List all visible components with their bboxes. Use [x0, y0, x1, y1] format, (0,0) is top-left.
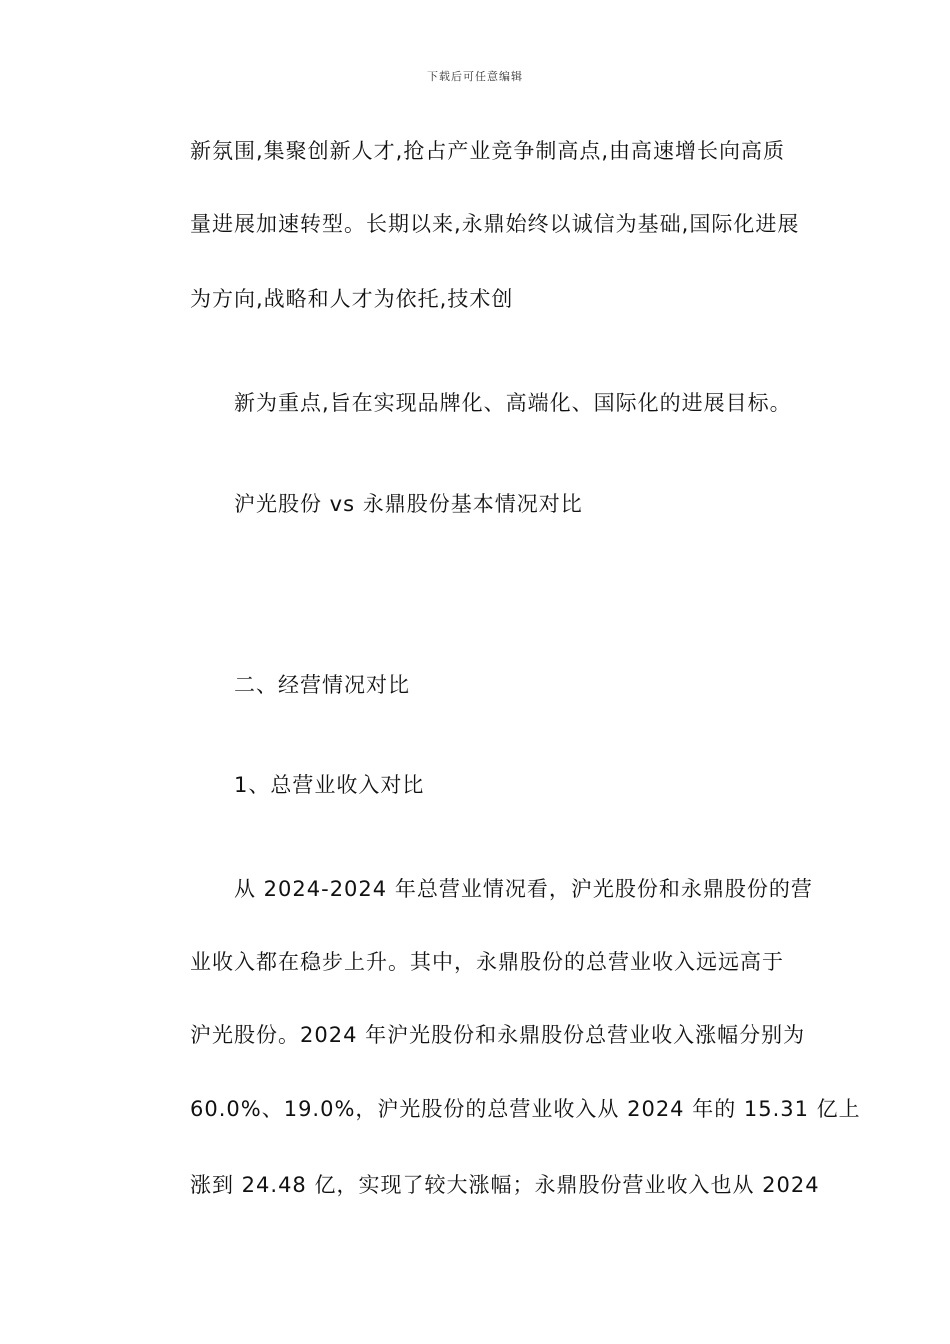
text-line: 涨到 24.48 亿，实现了较大涨幅；永鼎股份营业收入也从 2024 [190, 1173, 820, 1197]
text-line: 沪光股份。2024 年沪光股份和永鼎股份总营业收入涨幅分别为 [190, 1023, 806, 1047]
text-line: 从 2024-2024 年总营业情况看，沪光股份和永鼎股份的营 [234, 877, 813, 901]
table-caption: 沪光股份 vs 永鼎股份基本情况对比 [234, 492, 583, 516]
header-note: 下载后可任意编辑 [427, 70, 523, 83]
text-line: 为方向,战略和人才为依托,技术创 [190, 287, 514, 311]
text-line: 新为重点,旨在实现品牌化、高端化、国际化的进展目标。 [234, 391, 792, 415]
subsection-heading: 1、总营业收入对比 [234, 773, 425, 797]
section-heading: 二、经营情况对比 [234, 673, 410, 697]
text-line: 60.0%、19.0%，沪光股份的总营业收入从 2024 年的 15.31 亿上 [190, 1097, 861, 1121]
text-line: 新氛围,集聚创新人才,抢占产业竞争制高点,由高速增长向高质 [190, 139, 786, 163]
text-line: 量进展加速转型。长期以来,永鼎始终以诚信为基础,国际化进展 [190, 212, 800, 236]
text-line: 业收入都在稳步上升。其中，永鼎股份的总营业收入远远高于 [190, 950, 784, 974]
